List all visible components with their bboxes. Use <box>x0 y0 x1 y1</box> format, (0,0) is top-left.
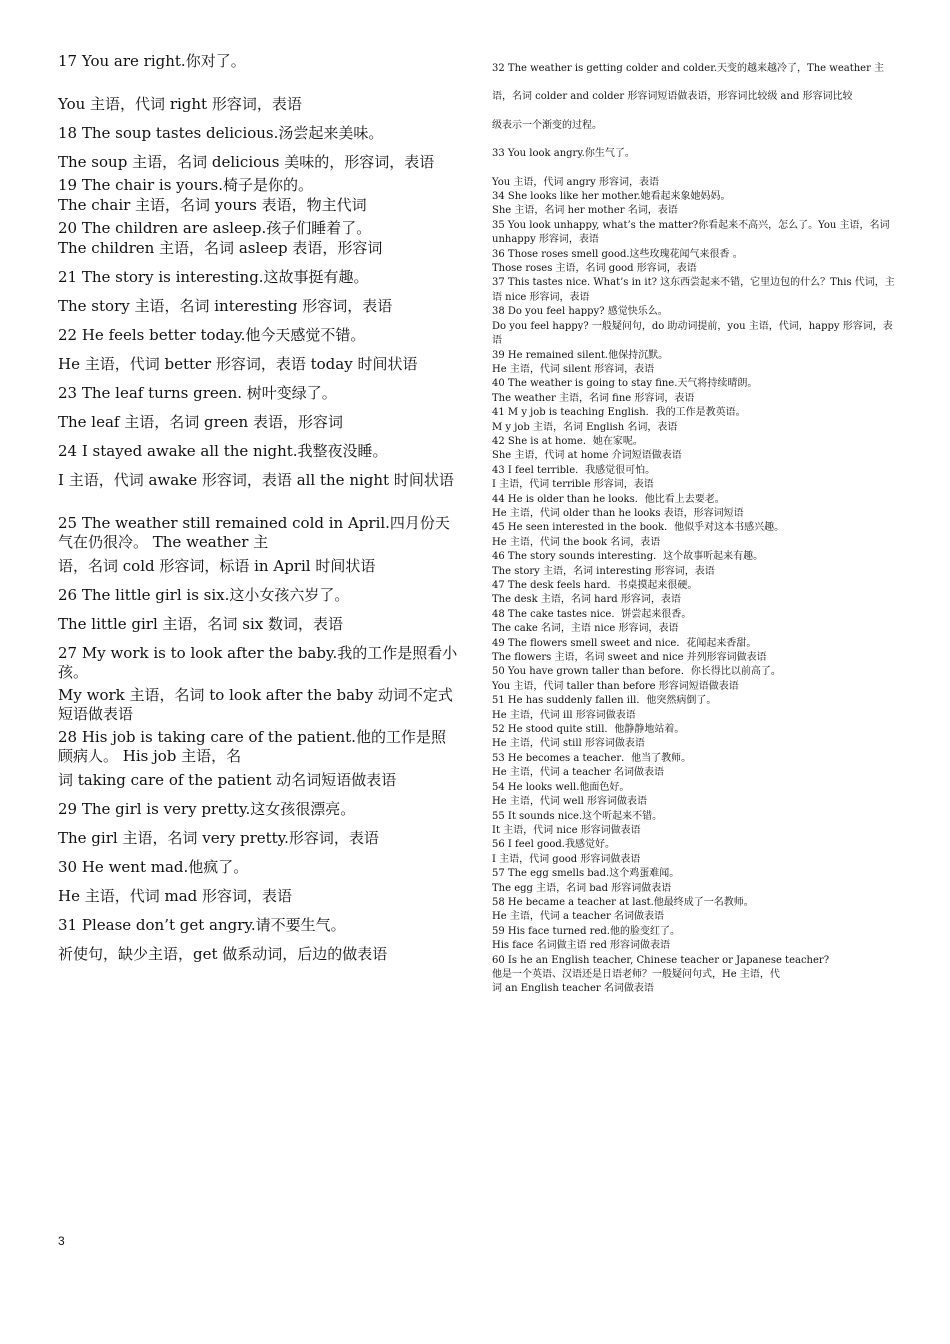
text-line: 54 He looks well.他面色好。 <box>492 781 630 793</box>
text-line: He 主语，代词 the book 名词，表语 <box>492 536 661 548</box>
text-line: 21 The story is interesting.这故事挺有趣。 <box>58 268 369 286</box>
text-line: The children 主语，名词 asleep 表语，形容词 <box>58 239 383 257</box>
text-line: 44 He is older than he looks．他比看上去要老。 <box>492 493 725 505</box>
text-line: 37 This tastes nice. What’s in it? 这东西尝起来不错，它里边包的什么？This 代词，主语 nice 形容词，表语 <box>492 277 895 303</box>
text-line: 18 The soup tastes delicious.汤尝起来美味。 <box>58 124 384 142</box>
text-line: 22 He feels better today.他今天感觉不错。 <box>58 326 366 344</box>
text-line: The flowers 主语，名词 sweet and nice 并列形容词做表语 <box>492 652 767 664</box>
text-line: It 主语，代词 nice 形容词做表语 <box>492 824 641 836</box>
text-line: 20 The children are asleep.孩子们睡着了。 <box>58 219 372 237</box>
text-line: Those roses 主语，名词 good 形容词，表语 <box>492 263 697 275</box>
text-line: He 主语，代词 a teacher 名词做表语 <box>492 911 664 923</box>
text-line: 28 His job is taking care of the patient.他的工作是照顾病人。 His job 主语，名 <box>58 728 446 765</box>
text-line: 59 His face turned red.他的脸变红了。 <box>492 925 680 937</box>
text-line: 35 You look unhappy, what’s the matter?你看起来不高兴，怎么了。You 主语，名词 unhappy 形容词，表语 <box>492 219 890 246</box>
text-line: 19 The chair is yours.椅子是你的。 <box>58 176 313 194</box>
text-line: 50 You have grown taller than before．你长得比以前高了。 <box>492 666 781 678</box>
text-line: The desk 主语，名词 hard 形容词，表语 <box>492 594 681 606</box>
text-line: 56 I feel good.我感觉好。 <box>492 839 615 851</box>
text-line: 57 The egg smells bad.这个鸡蛋难闻。 <box>492 868 680 880</box>
text-line: 47 The desk feels hard．书桌摸起来很硬。 <box>492 580 698 591</box>
text-line: He 主语，代词 mad 形容词，表语 <box>58 887 293 905</box>
text-line: You 主语，代词 taller than before 形容词短语做表语 <box>492 680 739 692</box>
text-line: 17 You are right.你对了。 <box>58 52 246 70</box>
text-line: 58 He became a teacher at last.他最终成了一名教师。 <box>492 896 754 908</box>
text-line: I 主语，代词 awake 形容词，表语 all the night 时间状语 <box>58 471 454 489</box>
text-line: 40 The weather is going to stay fine.天气将持续晴朗。 <box>492 378 758 390</box>
text-line: 38 Do you feel happy? 感觉快乐么。 <box>492 306 668 318</box>
text-line: The egg 主语，名词 bad 形容词做表语 <box>492 882 672 894</box>
text-line: He 主语，代词 silent 形容词，表语 <box>492 363 655 375</box>
text-line: The story 主语，名词 interesting 形容词，表语 <box>58 297 393 315</box>
text-line: He 主语，代词 still 形容词做表语 <box>492 738 645 750</box>
text-line: 53 He becomes a teacher．他当了教师。 <box>492 752 692 764</box>
text-line: 祈使句，缺少主语，get 做系动词，后边的做表语 <box>58 945 388 963</box>
left-column <box>58 52 460 964</box>
text-line: 29 The girl is very pretty.这女孩很漂亮。 <box>58 800 356 818</box>
text-line: 31 Please don’t get angry.请不要生气。 <box>58 916 346 934</box>
text-line: She 主语，名词 her mother 名词，表语 <box>492 205 678 217</box>
text-line: 46 The story sounds interesting．这个故事听起来有趣。 <box>492 551 764 563</box>
text-line: 42 She is at home．她在家呢。 <box>492 435 643 447</box>
text-line: The chair 主语，名词 yours 表语，物主代词 <box>58 196 367 214</box>
text-line: He 主语，代词 well 形容词做表语 <box>492 796 648 808</box>
text-line: Do you feel happy? 一般疑问句，do 助动词提前，you 主语，代词，happy 形容词，表语 <box>492 320 893 347</box>
text-line: 34 She looks like her mother.她看起来象她妈妈。 <box>492 191 731 203</box>
text-line: His face 名词做主语 red 形容词做表语 <box>492 940 671 952</box>
text-line: 30 He went mad.他疯了。 <box>58 858 249 876</box>
text-line: 26 The little girl is six.这小女孩六岁了。 <box>58 586 350 604</box>
text-line: 23 The leaf turns green. 树叶变绿了。 <box>58 384 337 402</box>
right-column <box>492 62 897 997</box>
text-line: The leaf 主语，名词 green 表语，形容词 <box>58 413 343 431</box>
text-line: I 主语，代词 terrible 形容词，表语 <box>492 479 654 491</box>
text-line: 39 He remained silent.他保持沉默。 <box>492 349 669 361</box>
text-line: M y job 主语，名词 English 名词，表语 <box>492 421 678 433</box>
text-line: He 主语，代词 better 形容词，表语 today 时间状语 <box>58 355 418 373</box>
text-line: I 主语，代词 good 形容词做表语 <box>492 853 641 865</box>
text-line: The soup 主语，名词 delicious 美味的，形容词，表语 <box>58 153 435 171</box>
text-line: 他是一个英语、汉语还是日语老师？一般疑问句式，He 主语，代 <box>492 968 780 980</box>
text-line: 51 He has suddenly fallen ill．他突然病倒了。 <box>492 695 717 707</box>
text-line: He 主语，代词 older than he looks 表语，形容词短语 <box>492 507 744 519</box>
text-line: 36 Those roses smell good.这些玫瑰花闻气来很香 。 <box>492 248 743 260</box>
text-line: My work 主语，名词 to look after the baby 动词不定式短语做表语 <box>58 686 453 723</box>
text-line: 60 Is he an English teacher, Chinese teacher or Japanese teacher? <box>492 954 830 966</box>
text-line: 词 taking care of the patient 动名词短语做表语 <box>58 771 397 789</box>
text-line: 48 The cake tastes nice．饼尝起来很香。 <box>492 608 692 620</box>
text-line: 语，名词 cold 形容词，标语 in April 时间状语 <box>58 557 376 575</box>
text-line: He 主语，代词 ill 形容词做表语 <box>492 709 636 721</box>
text-line: She 主语，代词 at home 介词短语做表语 <box>492 450 682 462</box>
text-line: The girl 主语，名词 very pretty.形容词，表语 <box>58 829 379 847</box>
text-line: 41 M y job is teaching English．我的工作是教英语。 <box>492 407 746 419</box>
text-line: 词 an English teacher 名词做表语 <box>492 983 654 995</box>
text-line: The cake 名词，主语 nice 形容词，表语 <box>492 623 679 635</box>
text-line: 49 The flowers smell sweet and nice．花闻起来香甜。 <box>492 637 757 649</box>
text-line: The little girl 主语，名词 six 数词，表语 <box>58 615 344 633</box>
text-line: 43 I feel terrible．我感觉很可怕。 <box>492 464 656 476</box>
page-number: 3 <box>58 1234 65 1248</box>
text-line: 45 He seen interested in the book．他似乎对这本书感兴趣。 <box>492 522 785 534</box>
text-line: He 主语，代词 a teacher 名词做表语 <box>492 767 664 779</box>
text-line: You 主语，代词 angry 形容词，表语 <box>492 176 659 188</box>
text-line: 32 The weather is getting colder and colder.天变的越来越冷了，The weather 主 <box>492 63 885 74</box>
text-line: 33 You look angry.你生气了。 <box>492 148 635 160</box>
text-line: The weather 主语，名词 fine 形容词，表语 <box>492 392 695 404</box>
text-line: The story 主语，名词 interesting 形容词，表语 <box>492 565 715 577</box>
text-line: 27 My work is to look after the baby.我的工作是照看小孩。 <box>58 644 458 681</box>
text-line: 52 He stood quite still．他静静地站着。 <box>492 724 685 736</box>
text-line: 24 I stayed awake all the night.我整夜没睡。 <box>58 442 388 460</box>
text-line: 25 The weather still remained cold in April.四月份天气在仍很冷。 The weather 主 <box>58 514 450 551</box>
text-line: 级表示一个渐变的过程。 <box>492 119 602 131</box>
text-line: 55 It sounds nice.这个听起来不错。 <box>492 810 663 822</box>
text-line: You 主语，代词 right 形容词，表语 <box>58 95 302 113</box>
text-line: 语，名词 colder and colder 形容词短语做表语，形容词比较级 and 形容词比较 <box>492 91 853 103</box>
